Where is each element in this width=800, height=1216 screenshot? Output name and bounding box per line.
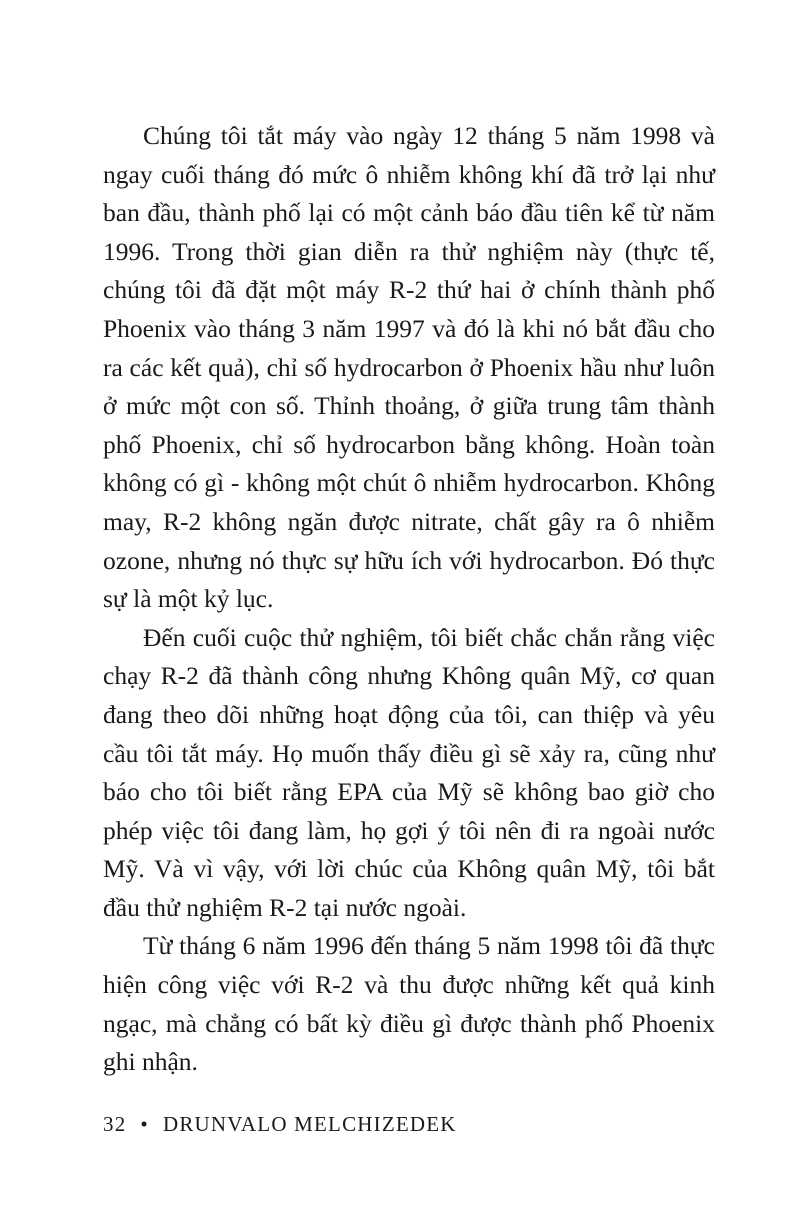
paragraph-2: Đến cuối cuộc thử nghiệm, tôi biết chắc chắn rằng việc chạy R-2 đã thành công nhưng Không quân Mỹ, cơ quan đang theo dõi những hoạt động của tôi, can thiệp và yêu cầu tôi tắt máy. Họ muốn thấy điều gì sẽ xảy ra, cũng như báo cho tôi biết rằng EPA của Mỹ sẽ không bao giờ cho phép việc tôi đang làm, họ gợi ý tôi nên đi ra ngoài nước Mỹ. Và vì vậy, với lời chúc của Không quân Mỹ, tôi bắt đầu thử nghiệm R-2 tại nước ngoài.	[103, 622, 715, 922]
page-number: 32	[103, 1112, 127, 1136]
paragraph-1: Chúng tôi tắt máy vào ngày 12 tháng 5 năm 1998 và ngay cuối tháng đó mức ô nhiễm không khí đã trở lại như ban đầu, thành phố lại có một cảnh báo đầu tiên kể từ năm 1996. Trong thời gian diễn ra thử nghiệm này (thực tế, chúng tôi đã đặt một máy R-2 thứ hai ở chính thành phố Phoenix vào tháng 3 năm 1997 và đó là khi nó bắt đầu cho ra các kết quả), chỉ số hydrocarbon ở Phoenix hầu như luôn ở mức một con số. Thỉnh thoảng, ở giữa trung tâm thành phố Phoenix, chỉ số hydrocarbon bằng không. Hoàn toàn không có gì - không một chút ô nhiễm hydrocarbon. Không may, R-2 không ngăn được nitrate, chất gây ra ô nhiễm ozone, nhưng nó thực sự hữu ích với hydrocarbon. Đó thực sự là một kỷ lục.	[103, 121, 715, 614]
paragraph-3: Từ tháng 6 năm 1996 đến tháng 5 năm 1998 tôi đã thực hiện công việc với R-2 và thu được những kết quả kinh ngạc, mà chẳng có bất kỳ điều gì được thành phố Phoenix ghi nhận.	[103, 931, 715, 1077]
page-body	[103, 117, 715, 1082]
author-name: DRUNVALO MELCHIZEDEK	[162, 1112, 457, 1136]
footer-separator: •	[140, 1112, 149, 1136]
page-footer	[103, 1112, 457, 1137]
